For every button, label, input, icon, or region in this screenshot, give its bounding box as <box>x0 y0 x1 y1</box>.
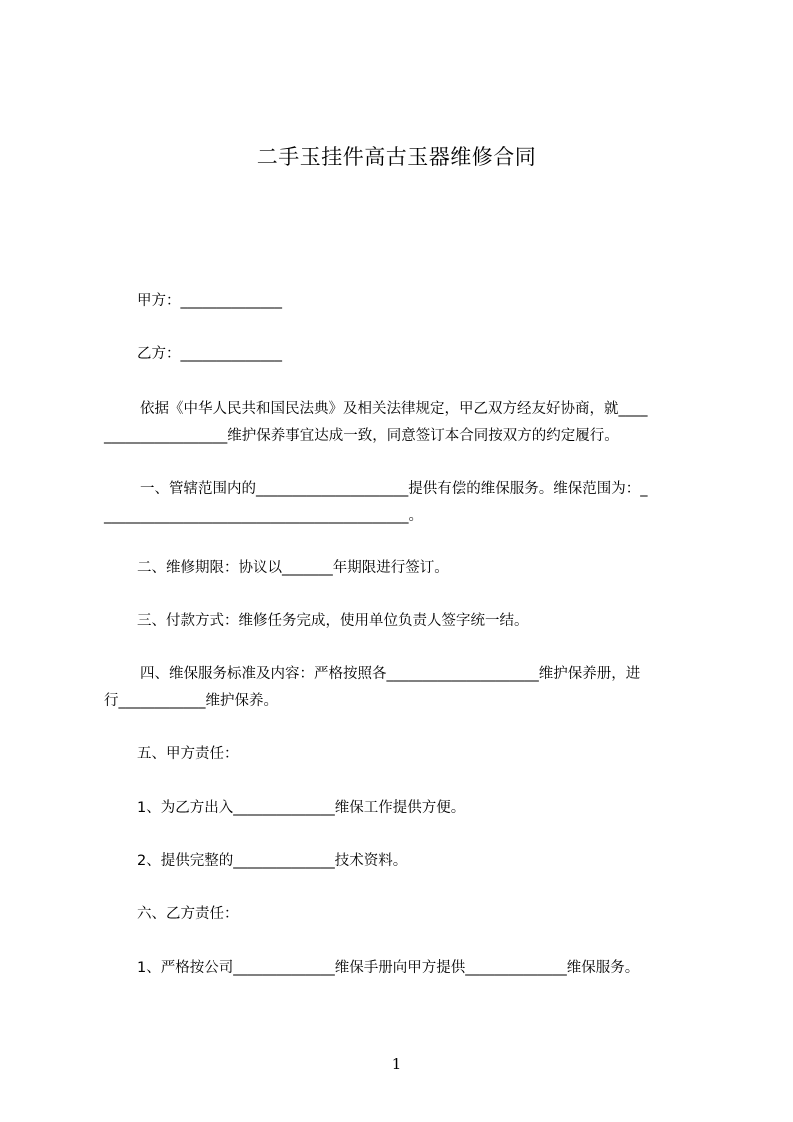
party-b-line: 乙方：______________ <box>137 346 282 362</box>
clause-5-heading: 五、甲方责任： <box>137 746 239 762</box>
party-a-line: 甲方：______________ <box>137 293 282 309</box>
clause-3-line: 三、付款方式：维修任务完成，使用单位负责人签字统一结。 <box>137 613 529 629</box>
clause-6-heading: 六、乙方责任： <box>137 906 239 922</box>
clause-6-item-1: 1、严格按公司______________维保手册向甲方提供______________维保服务。 <box>137 960 640 976</box>
clause-1-line-1: 一、管辖范围内的_____________________提供有偿的维保服务。维保范围为：_ <box>140 481 648 497</box>
clause-5-item-2: 2、提供完整的______________技术资料。 <box>137 853 408 869</box>
clause-4-line-2: 行____________维护保养。 <box>104 693 278 709</box>
preamble-line-1: 依据《中华人民共和国民法典》及相关法律规定，甲乙双方经友好协商，就____ <box>140 401 648 417</box>
clause-2-line: 二、维修期限：协议以_______年期限进行签订。 <box>137 560 449 576</box>
clause-1-line-2: __________________________________________。 <box>104 508 423 524</box>
preamble-line-2: _________________维护保养事宜达成一致，同意签订本合同按双方的约定履行。 <box>104 428 619 444</box>
document-title: 二手玉挂件高古玉器维修合同 <box>256 145 537 169</box>
clause-5-item-1: 1、为乙方出入______________维保工作提供方便。 <box>137 800 466 816</box>
page-number: 1 <box>391 1055 402 1073</box>
clause-4-line-1: 四、维保服务标准及内容：严格按照各_____________________维护保养册，进 <box>140 666 641 682</box>
